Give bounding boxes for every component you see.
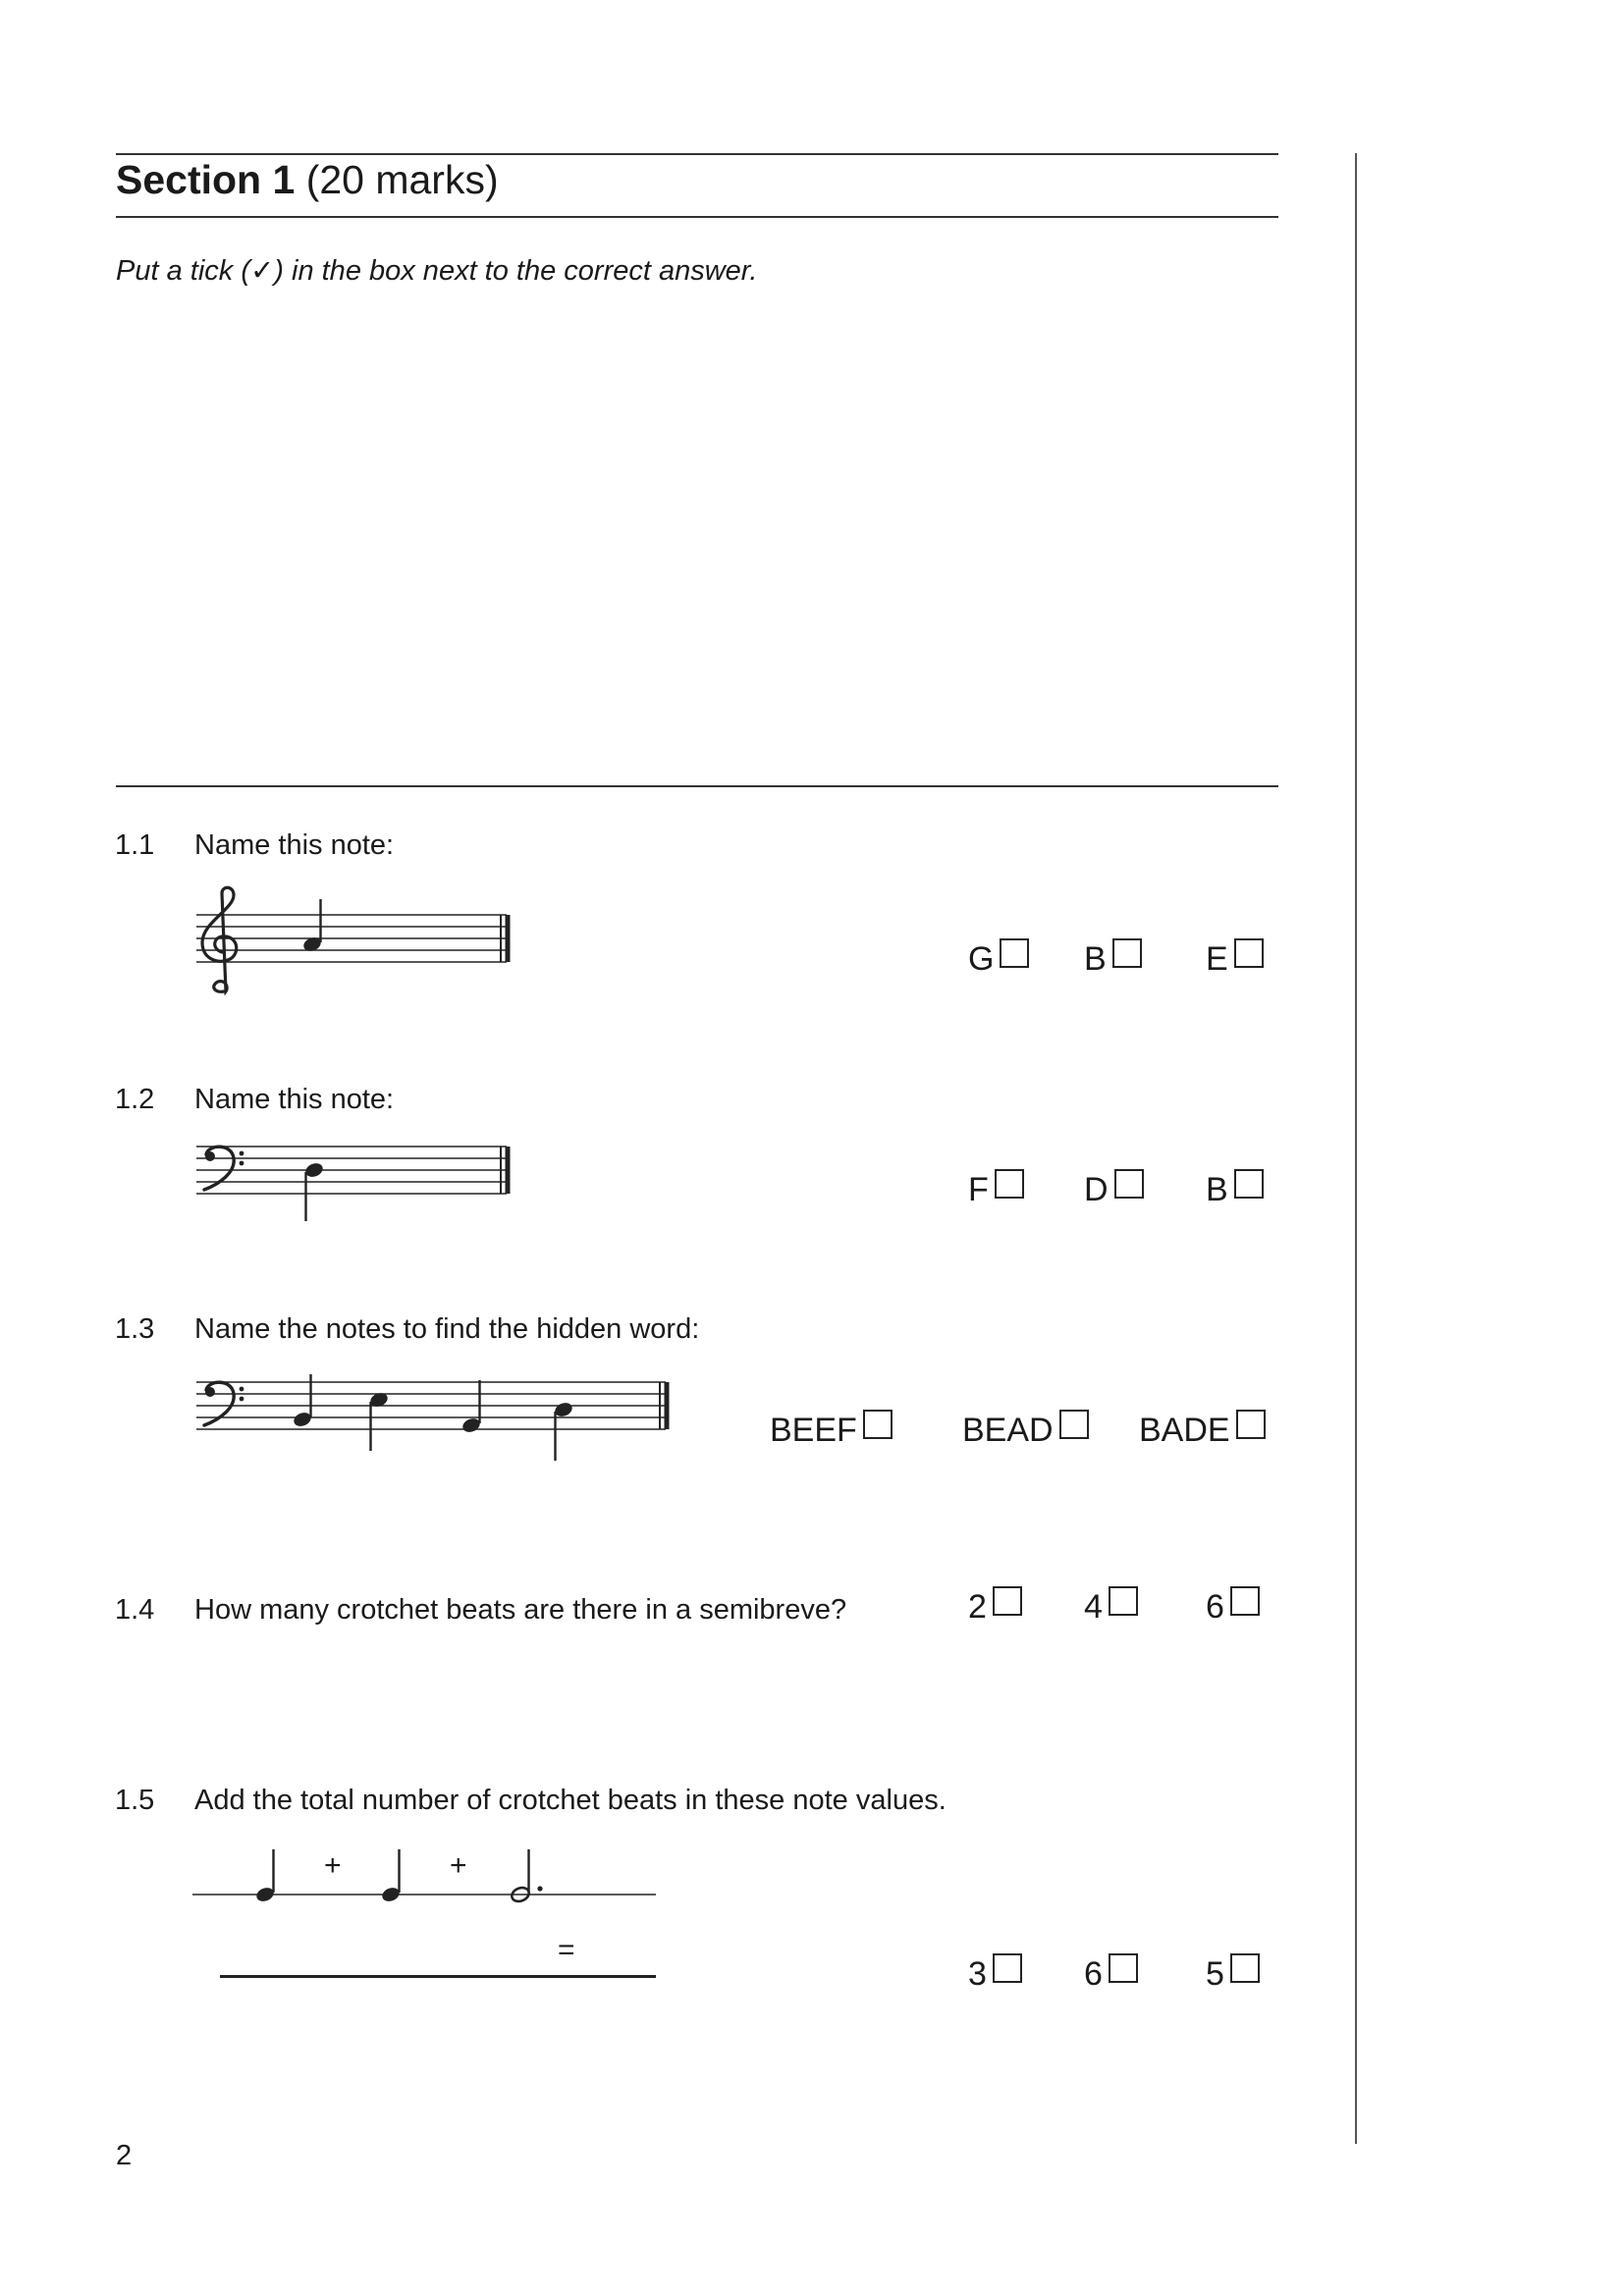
- tick-box[interactable]: [993, 1953, 1022, 1983]
- page-number: 2: [116, 2140, 133, 2171]
- question-text: How many crotchet beats are there in a semibreve?: [194, 1594, 847, 1626]
- plus-sign: +: [324, 1849, 342, 1882]
- tick-box[interactable]: [1000, 938, 1029, 968]
- tick-box[interactable]: [1109, 1953, 1138, 1983]
- margin-rule: [1355, 153, 1357, 2144]
- note-crotchet-icon: [380, 1849, 402, 1903]
- question-number: 1.1: [115, 829, 155, 861]
- top-rule: [116, 153, 1278, 155]
- answer-option[interactable]: 3: [968, 1957, 1022, 1991]
- tick-box[interactable]: [995, 1169, 1024, 1199]
- tick-box[interactable]: [1114, 1169, 1144, 1199]
- answer-option[interactable]: 6: [1084, 1957, 1138, 1991]
- answer-option[interactable]: BEEF: [770, 1414, 893, 1447]
- note-crotchet-icon: [553, 1401, 574, 1461]
- note-crotchet-icon: [254, 1849, 276, 1903]
- instruction-text: Put a tick (✓) in the box next to the correct answer.: [116, 255, 758, 287]
- section-title: Section 1 (20 marks): [116, 157, 499, 202]
- answer-option[interactable]: 2: [968, 1590, 1022, 1624]
- equals-sign: =: [558, 1934, 575, 1966]
- tick-box[interactable]: [1112, 938, 1142, 968]
- tick-box[interactable]: [1234, 938, 1264, 968]
- answer-line[interactable]: [220, 1975, 656, 1978]
- answer-option[interactable]: G: [968, 942, 1029, 976]
- question-text: Name the notes to find the hidden word:: [194, 1313, 700, 1345]
- bass-staff: [196, 1374, 677, 1472]
- answer-option[interactable]: 4: [1084, 1590, 1138, 1624]
- question-text: Name this note:: [194, 1084, 395, 1115]
- answer-option[interactable]: B: [1084, 942, 1142, 976]
- answer-option[interactable]: 5: [1206, 1957, 1260, 1991]
- question-number: 1.5: [115, 1785, 155, 1816]
- tick-box[interactable]: [1234, 1169, 1264, 1199]
- answer-option[interactable]: D: [1084, 1173, 1144, 1206]
- answer-option[interactable]: E: [1206, 942, 1264, 976]
- bass-staff: [196, 1139, 520, 1237]
- plus-sign: +: [450, 1849, 467, 1882]
- note-crotchet-icon: [368, 1391, 390, 1451]
- note-values-line: [192, 1834, 660, 1902]
- question-text: Name this note:: [194, 829, 395, 861]
- question-number: 1.3: [115, 1313, 155, 1345]
- tick-box[interactable]: [863, 1410, 893, 1439]
- answer-option[interactable]: BADE: [1139, 1414, 1266, 1447]
- question-number: 1.2: [115, 1084, 155, 1115]
- answer-option[interactable]: B: [1206, 1173, 1264, 1206]
- bass-clef-icon: [204, 1147, 244, 1190]
- treble-staff: [196, 883, 520, 1001]
- answer-option[interactable]: F: [968, 1173, 1024, 1206]
- answer-option[interactable]: 6: [1206, 1590, 1260, 1624]
- tick-box[interactable]: [1236, 1410, 1266, 1439]
- question-number: 1.4: [115, 1594, 155, 1626]
- treble-clef-icon: [202, 887, 237, 991]
- bass-clef-icon: [204, 1382, 244, 1425]
- tick-box[interactable]: [993, 1586, 1022, 1616]
- title-underline: [116, 216, 1278, 218]
- tick-box[interactable]: [1109, 1586, 1138, 1616]
- section-divider: [116, 785, 1278, 787]
- tick-box[interactable]: [1230, 1586, 1260, 1616]
- note-crotchet-icon: [303, 1161, 325, 1221]
- note-crotchet-icon: [460, 1380, 482, 1434]
- tick-box[interactable]: [1230, 1953, 1260, 1983]
- note-dotted-minim-icon: [510, 1849, 542, 1903]
- answer-option[interactable]: BEAD: [962, 1414, 1089, 1447]
- question-text: Add the total number of crotchet beats in these note values.: [194, 1785, 947, 1816]
- tick-box[interactable]: [1059, 1410, 1089, 1439]
